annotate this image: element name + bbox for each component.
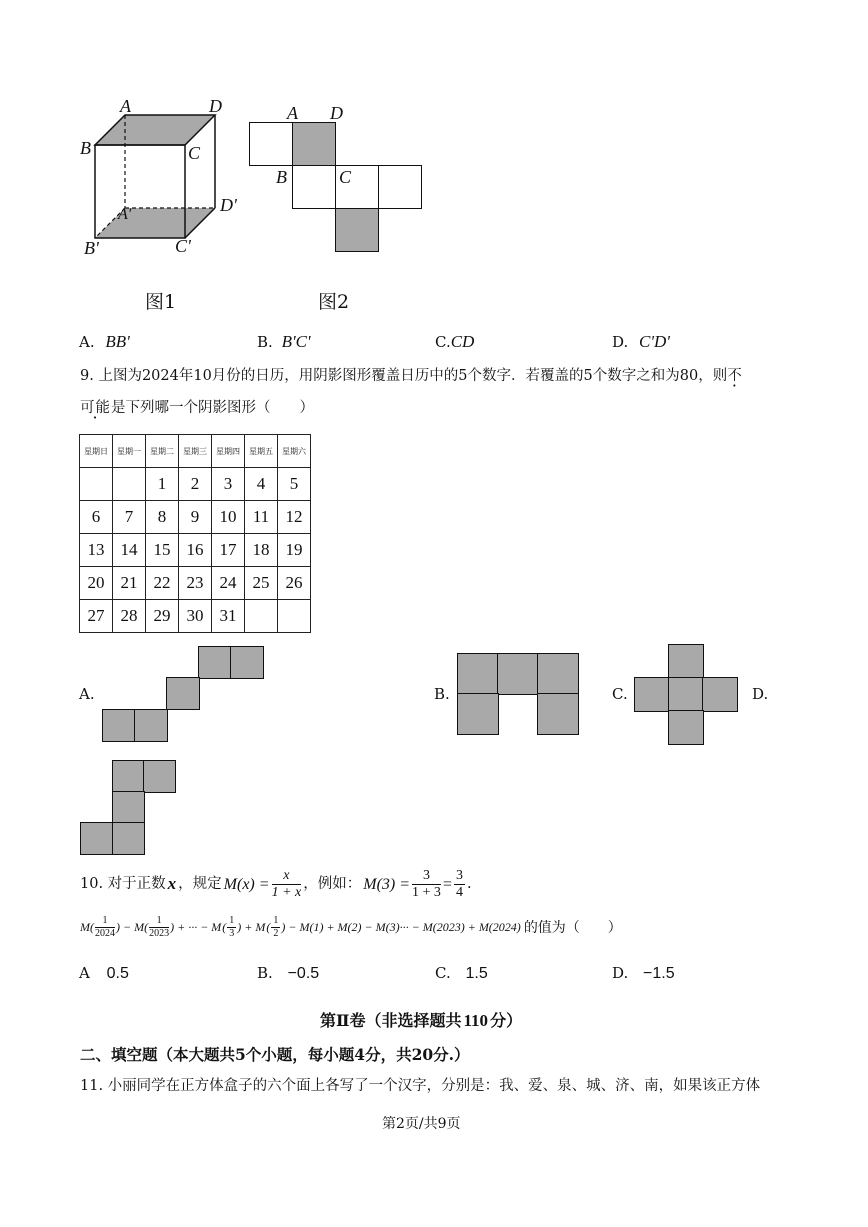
net-cell <box>378 165 422 209</box>
section2-title <box>320 1008 522 1031</box>
shape-cell <box>668 710 704 745</box>
q8-option-b[interactable] <box>257 332 311 352</box>
cube-label-a1: A' <box>118 206 132 223</box>
q8-option-a[interactable] <box>79 332 130 352</box>
expr-part: ) + M <box>237 919 266 934</box>
q9-option-a-letter[interactable]: A. <box>79 685 95 703</box>
shape-cell <box>702 677 738 712</box>
calendar-cell: 8 <box>146 501 179 534</box>
net-label-c: C <box>339 167 352 187</box>
shape-cell <box>668 644 704 679</box>
q9-option-c-letter[interactable]: C. <box>612 685 628 703</box>
q10-option-d[interactable] <box>612 964 675 983</box>
calendar-cell: 31 <box>212 600 245 633</box>
shape-cell <box>80 822 113 855</box>
expr-part: ( <box>266 919 271 934</box>
calendar-cell <box>113 468 146 501</box>
calendar-cell <box>245 600 278 633</box>
q10-text: . <box>466 875 472 892</box>
q10-option-a[interactable] <box>79 964 129 983</box>
fraction-denominator: 4 <box>455 885 463 901</box>
q10-example-lhs: M(3) = <box>363 875 411 893</box>
shape-cell <box>143 760 176 793</box>
calendar-cell: 22 <box>146 567 179 600</box>
calendar-cell: 30 <box>179 600 212 633</box>
q10-example-fraction <box>412 868 441 901</box>
figure1-caption: 图1 <box>145 291 177 313</box>
shape-cell <box>537 693 579 735</box>
fraction-denominator: 1 + x <box>271 885 302 901</box>
cube-label-d: D <box>209 96 222 116</box>
cube-label-b: B <box>80 138 91 158</box>
cube-label-a: A <box>120 96 131 116</box>
option-value: BB' <box>105 332 130 351</box>
shape-cell <box>230 646 264 679</box>
q10-equals: = <box>442 875 452 893</box>
q9-emphasis: 可能 <box>80 400 111 416</box>
expr-fraction: $\frac{1}{2023}$ <box>149 915 170 939</box>
expr-fraction: $\frac{1}{3}$ <box>229 915 235 939</box>
calendar-header-cell: 星期五 <box>245 435 278 468</box>
calendar-header-cell: 星期三 <box>179 435 212 468</box>
q10-text: ，例如： <box>303 875 362 892</box>
q10-option-c[interactable] <box>435 964 488 983</box>
calendar-cell: 14 <box>113 534 146 567</box>
calendar-cell: 13 <box>80 534 113 567</box>
calendar-cell: 9 <box>179 501 212 534</box>
calendar-cell: 16 <box>179 534 212 567</box>
calendar-cell: 26 <box>278 567 311 600</box>
net-cell-shaded-bottom <box>335 208 379 252</box>
calendar-row <box>80 567 311 600</box>
option-letter: B. <box>257 333 273 351</box>
q9-emphasis: 不 <box>727 368 742 384</box>
option-letter: A <box>79 964 90 982</box>
page-footer: 第2页/共9页 <box>382 1116 461 1132</box>
cube-label-c: C <box>188 143 201 163</box>
shape-cell <box>166 677 200 710</box>
cube-bottom-face <box>95 208 215 238</box>
shape-cell <box>537 653 579 695</box>
fraction-numerator: 3 <box>412 868 441 885</box>
shape-cell <box>497 653 539 695</box>
fraction-numerator: x <box>272 868 302 885</box>
q10-question-line1 <box>80 868 472 901</box>
calendar-cell: 19 <box>278 534 311 567</box>
q9-text: 是下列哪一个阴影图形（ ） <box>111 400 314 416</box>
expr-part: ) − M(1) + M(2) − M(3)··· − M(2023) + M(2024) <box>281 919 521 934</box>
shape-cell <box>668 677 704 712</box>
q10-text: 10. 对于正数 <box>80 875 166 892</box>
net-label-a: A <box>287 103 298 123</box>
q8-option-d[interactable] <box>612 332 670 352</box>
fraction-denominator: 1 + 3 <box>412 885 441 901</box>
shape-cell <box>134 709 168 742</box>
option-value: CD <box>450 332 475 351</box>
calendar-cell: 12 <box>278 501 311 534</box>
calendar-cell: 28 <box>113 600 146 633</box>
expr-part: ) + ··· − M <box>170 919 222 934</box>
shape-cell <box>102 709 136 742</box>
calendar-row <box>80 600 311 633</box>
q9-text: 9. 上图为2024年10月份的日历，用阴影图形覆盖日历中的5个数字．若覆盖的5个数字之和为80，则 <box>80 368 728 384</box>
q10-expression-tail: 的值为（ ） <box>523 920 622 936</box>
cube-top-face <box>95 115 215 145</box>
calendar-cell: 6 <box>80 501 113 534</box>
calendar-cell: 18 <box>245 534 278 567</box>
fraction-numerator: 3 <box>454 868 465 885</box>
option-letter: C. <box>435 964 451 982</box>
calendar-cell: 3 <box>212 468 245 501</box>
cube-label-c1: C' <box>175 236 191 256</box>
calendar-header-cell: 星期六 <box>278 435 311 468</box>
q10-def-fraction <box>272 868 302 901</box>
net-label-b: B <box>276 167 287 187</box>
q10-def-lhs: M(x) = <box>223 875 270 893</box>
calendar-cell: 21 <box>113 567 146 600</box>
q9-question-line2 <box>80 399 314 419</box>
q9-option-d-letter[interactable]: D. <box>752 685 769 703</box>
cube-label-d1: D' <box>220 195 237 215</box>
calendar-row <box>80 501 311 534</box>
calendar-cell: 23 <box>179 567 212 600</box>
shape-cell <box>634 677 670 712</box>
shape-cell <box>112 822 145 855</box>
calendar-cell <box>80 468 113 501</box>
expr-fraction: $\frac{1}{2}$ <box>273 915 279 939</box>
option-value: 1.5 <box>465 965 488 982</box>
calendar-cell: 2 <box>179 468 212 501</box>
calendar-cell: 1 <box>146 468 179 501</box>
net-cell <box>249 122 293 166</box>
calendar-cell: 27 <box>80 600 113 633</box>
q9-option-b-letter[interactable]: B. <box>434 685 450 703</box>
q10-result-fraction <box>454 868 465 901</box>
section-title-text: 第Ⅱ卷（非选择题共 <box>320 1011 462 1030</box>
calendar-table <box>79 434 311 633</box>
calendar-header-cell: 星期二 <box>146 435 179 468</box>
q10-option-b[interactable] <box>257 964 319 983</box>
expr-part: ) − M( <box>116 919 149 934</box>
calendar-cell: 5 <box>278 468 311 501</box>
shape-cell <box>457 693 499 735</box>
q9-question-line1 <box>80 367 742 387</box>
calendar-cell: 25 <box>245 567 278 600</box>
q10-variable: x <box>167 874 177 894</box>
option-value: −0.5 <box>287 965 320 982</box>
fill-in-heading: 二、填空题（本大题共5个小题，每小题4分，共20分.） <box>80 1045 470 1064</box>
option-value: 0.5 <box>106 965 129 982</box>
option-value: B'C' <box>281 332 311 351</box>
calendar-cell <box>278 600 311 633</box>
calendar-cell: 10 <box>212 501 245 534</box>
q8-option-c[interactable] <box>435 332 474 352</box>
calendar-cell: 17 <box>212 534 245 567</box>
option-letter: D. <box>612 964 629 982</box>
shape-cell <box>112 791 145 824</box>
calendar-header-cell: 星期一 <box>113 435 146 468</box>
calendar-header-row <box>80 435 311 468</box>
expr-part: M( <box>80 919 94 934</box>
q10-expression <box>80 915 622 939</box>
calendar-cell: 7 <box>113 501 146 534</box>
expr-fraction: $\frac{1}{2024}$ <box>95 915 115 939</box>
option-letter: C. <box>435 333 451 351</box>
net-label-d: D <box>330 103 343 123</box>
q10-text: ，规定 <box>178 875 222 892</box>
option-letter: D. <box>612 333 629 351</box>
net-cell <box>292 165 336 209</box>
option-letter: A. <box>79 333 95 351</box>
calendar-row <box>80 468 311 501</box>
section-title-number: 110 <box>463 1011 489 1030</box>
calendar-row <box>80 534 311 567</box>
shape-cell <box>198 646 232 679</box>
option-value: C'D' <box>639 332 670 351</box>
q11-question: 11. 小丽同学在正方体盒子的六个面上各写了一个汉字，分别是：我、爱、泉、城、济、南，如果该正方体 <box>80 1078 761 1094</box>
cube-label-b1: B' <box>84 238 99 258</box>
section-title-text: 分） <box>490 1011 523 1030</box>
figure2-caption: 图2 <box>318 291 350 313</box>
shape-cell <box>457 653 499 695</box>
calendar-cell: 24 <box>212 567 245 600</box>
net-cell-shaded-top <box>292 122 336 166</box>
shape-cell <box>112 760 145 793</box>
calendar-cell: 15 <box>146 534 179 567</box>
calendar-cell: 29 <box>146 600 179 633</box>
calendar-cell: 20 <box>80 567 113 600</box>
option-value: −1.5 <box>643 965 675 982</box>
calendar-header-cell: 星期日 <box>80 435 113 468</box>
option-letter: B. <box>257 964 273 982</box>
expr-part: ( <box>222 919 227 934</box>
calendar-cell: 11 <box>245 501 278 534</box>
calendar-cell: 4 <box>245 468 278 501</box>
calendar-header-cell: 星期四 <box>212 435 245 468</box>
